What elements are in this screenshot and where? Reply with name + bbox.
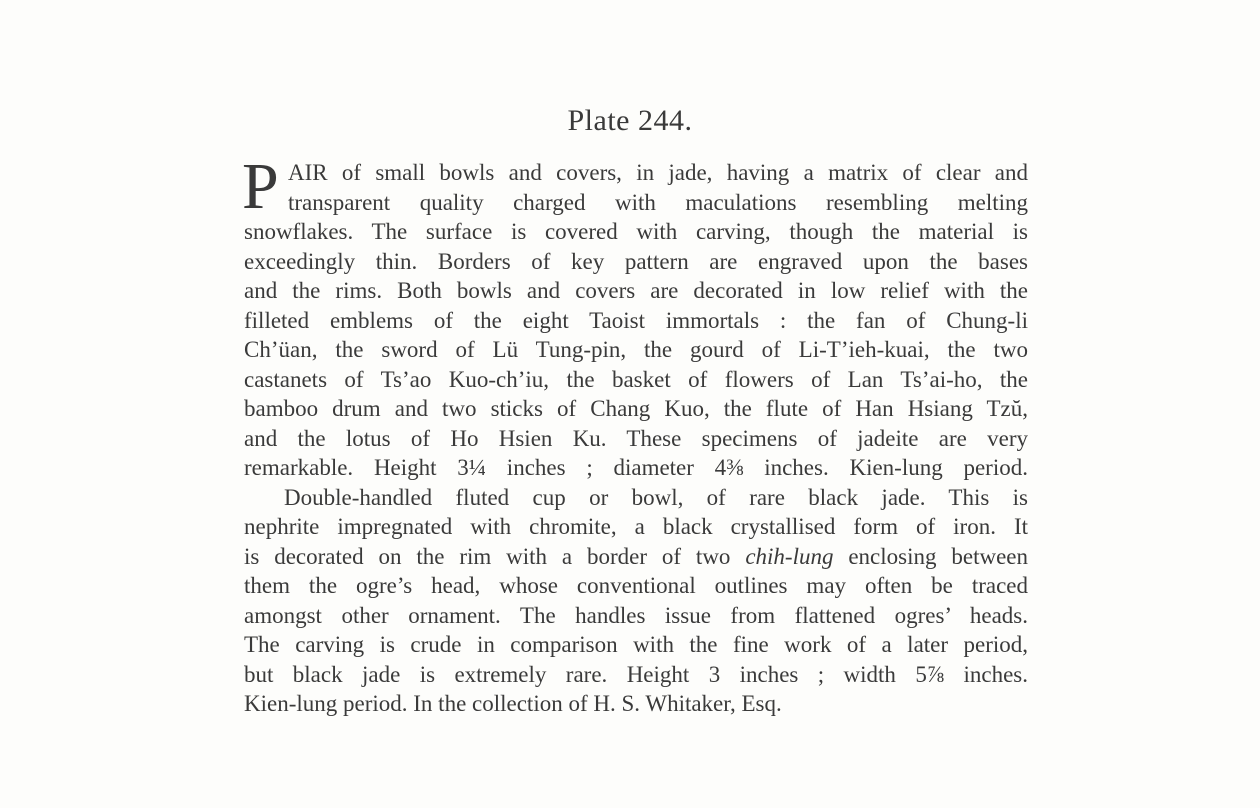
paragraph-jade-bowls (242, 150, 1028, 483)
paragraph-line: filleted emblems of the eight Taoist immortals : the fan of Chung-li (244, 307, 1028, 333)
paragraph-line: bamboo drum and two sticks of Chang Kuo, the flute of Han Hsiang Tzŭ, (244, 396, 1028, 421)
italic-term: chih-lung (745, 543, 834, 569)
drop-cap-letter: P (242, 150, 279, 223)
paragraph-line: nephrite impregnated with chromite, a black crystallised form of iron. It (244, 514, 1028, 539)
plate-title: Plate 244. (567, 104, 693, 137)
paragraph-line: but black jade is extremely rare. Height 3 inches ; width 5⅞ inches. (244, 661, 1028, 687)
paragraph-line: The carving is crude in comparison with the fine work of a later period, (244, 632, 1028, 657)
paragraph-line: snowflakes. The surface is covered with carving, though the material is (244, 219, 1028, 244)
paragraph-line: and the lotus of Ho Hsien Ku. These specimens of jadeite are very (244, 425, 1028, 451)
paragraph-line: Double-handled fluted cup or bowl, of rare black jade. This is (284, 484, 1028, 510)
paragraph-line: them the ogre’s head, whose conventional outlines may often be traced (244, 573, 1028, 598)
paragraph-line: transparent quality charged with maculations resembling melting (288, 189, 1028, 215)
paragraph-black-jade-cup (244, 483, 1028, 719)
paragraph-line-with-italic (244, 542, 1028, 572)
paragraph-line: AIR of small bowls and covers, in jade, having a matrix of clear and (288, 160, 1028, 185)
description-text (242, 150, 1028, 719)
line-text: enclosing between (833, 543, 1028, 569)
paragraph-line: Ch’üan, the sword of Lü Tung-pin, the gourd of Li-T’ieh-kuai, the two (244, 337, 1028, 362)
paragraph-line: castanets of Ts’ao Kuo-ch’iu, the basket of flowers of Lan Ts’ai-ho, the (244, 366, 1028, 392)
paragraph-line: amongst other ornament. The handles issue from flattened ogres’ heads. (244, 602, 1028, 628)
paragraph-line: and the rims. Both bowls and covers are decorated in low relief with the (244, 278, 1028, 303)
line-text: is decorated on the rim with a border of two (244, 543, 746, 569)
paragraph-line: Kien-lung period. In the collection of H. S. Whitaker, Esq. (244, 691, 782, 716)
paragraph-line: remarkable. Height 3¼ inches ; diameter 4⅜ inches. Kien-lung period. (244, 455, 1028, 480)
paragraph-line: exceedingly thin. Borders of key pattern are engraved upon the bases (244, 248, 1028, 274)
